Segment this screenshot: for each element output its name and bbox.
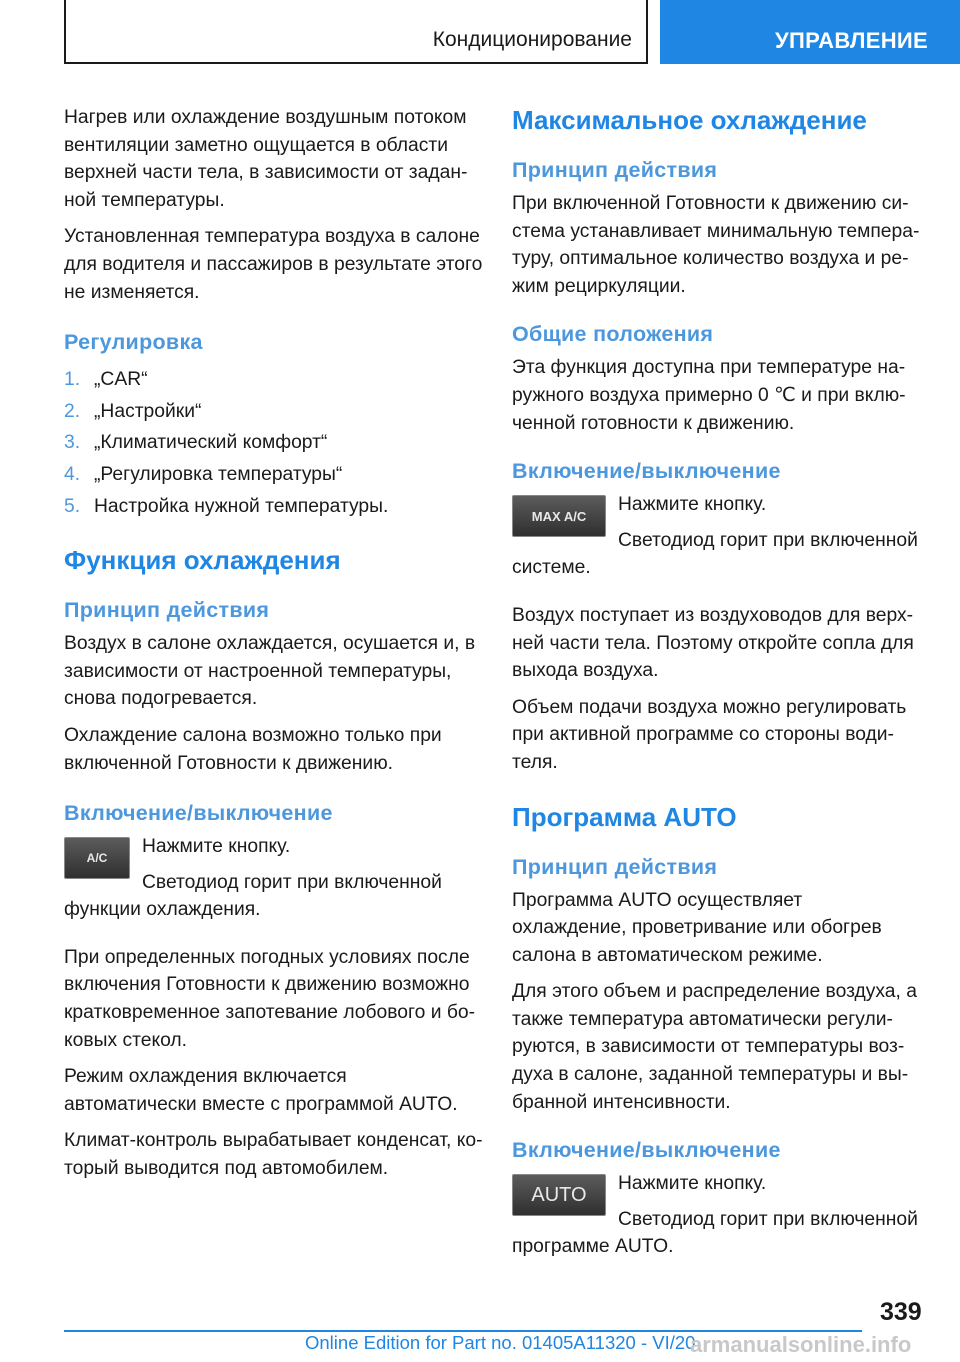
step-text: „CAR“ — [94, 369, 148, 391]
auto-principle-heading: Принцип действия — [512, 854, 718, 879]
paragraph: Эта функция доступна при температуре наружного воздуха примерно 0 ℃ и при включенной готовности к движению. — [512, 357, 906, 434]
paragraph: Установленная температура воздуха в салоне для водителя и пассажиров в результате этого не изменяется. — [64, 226, 483, 303]
max-onoff-heading: Включение/выключение — [512, 459, 781, 484]
auto-button-icon — [512, 1174, 606, 1216]
paragraph: Светодиод горит при включенной системе. — [512, 529, 918, 579]
page-number: 339 — [880, 1298, 922, 1326]
paragraph: Нажмите кнопку. — [618, 494, 767, 516]
paragraph: Воздух поступает из воздуховодов для верхней части тела. Поэтому откройте сопла для выхода воздуха. — [512, 604, 914, 682]
adjust-heading: Регулировка — [64, 330, 203, 355]
paragraph: Светодиод горит при включенной функции охлаждения. — [64, 871, 442, 921]
step-text: „Настройки“ — [94, 400, 202, 422]
step-number: 2. — [64, 400, 81, 422]
paragraph: Для этого объем и распределение воздуха, а также температура автоматически регулируются, в зависимости от температуры воздуха в салоне, заданной температуры и выбранной интенсивности. — [512, 981, 917, 1113]
auto-onoff-heading: Включение/выключение — [512, 1138, 781, 1163]
paragraph: Режим охлаждения включается автоматически вместе с программой AUTO. — [64, 1066, 458, 1115]
step-number: 5. — [64, 495, 81, 517]
section-title: Кондиционирование — [432, 28, 632, 51]
max-ac-button-label: MAX A/C — [531, 508, 587, 524]
cooling-onoff-heading: Включение/выключение — [64, 801, 333, 826]
paragraph: При включенной Готовности к движению система устанавливает минимальную температуру, оптимальное количество воздуха и режим рециркуляции. — [512, 193, 920, 297]
step-text: „Регулировка температуры“ — [94, 463, 343, 485]
paragraph: Программа AUTO осуществляет охлаждение, проветривание или обогрев салона в автоматическом режиме. — [512, 889, 882, 966]
list-item — [64, 461, 484, 489]
max-ac-button-block — [512, 491, 922, 590]
ac-button-icon — [64, 837, 130, 879]
max-ac-button-icon — [512, 495, 606, 537]
watermark: armanualsonline.info — [690, 1332, 912, 1357]
general-heading: Общие положения — [512, 322, 714, 347]
step-number: 1. — [64, 369, 81, 391]
list-item — [64, 429, 484, 457]
adjust-steps-list — [64, 366, 484, 520]
paragraph: Нагрев или охлаждение воздушным потоком вентиляции заметно ощущается в области верхней части тела, в зависимости от заданной температуры. — [64, 107, 468, 211]
page-header — [0, 0, 960, 66]
step-number: 4. — [64, 463, 81, 485]
ac-button-block — [64, 833, 484, 932]
chapter-tab — [660, 0, 960, 64]
left-column — [64, 104, 484, 1192]
paragraph: Светодиод горит при включенной программе AUTO. — [512, 1208, 918, 1258]
cooling-heading: Функция охлаждения — [64, 545, 341, 576]
edition-text: Online Edition for Part no. 01405A11320 - VI/20 — [305, 1332, 696, 1353]
auto-heading: Программа AUTO — [512, 801, 737, 832]
chapter-title: УПРАВЛЕНИЕ — [775, 28, 928, 53]
paragraph: Воздух в салоне охлаждается, осушается и, в зависимости от настроенной температуры, снова подогревается. — [64, 633, 476, 710]
step-number: 3. — [64, 432, 81, 454]
right-column — [512, 104, 922, 1281]
section-title-box — [64, 0, 648, 64]
paragraph: Охлаждение салона возможно только при включенной Готовности к движению. — [64, 724, 442, 774]
paragraph: При определенных погодных условиях после включения Готовности к движению возможно кратковременное запотевание лобового и боковых стекол. — [64, 946, 476, 1051]
cooling-principle-heading: Принцип действия — [64, 598, 270, 623]
auto-button-block — [512, 1170, 922, 1269]
max-cooling-heading: Максимальное охлаждение — [512, 105, 867, 135]
list-item — [64, 493, 484, 521]
list-item — [64, 398, 484, 426]
list-item — [64, 366, 484, 394]
step-text: „Климатический комфорт“ — [94, 432, 328, 454]
paragraph: Климат-контроль вырабатывает конденсат, который выводится под автомобилем. — [64, 1130, 483, 1180]
paragraph: Объем подачи воздуха можно регулировать при активной программе со стороны водителя. — [512, 696, 907, 773]
auto-button-label: AUTO — [531, 1183, 587, 1206]
step-text: Настройка нужной температуры. — [94, 495, 389, 517]
paragraph: Нажмите кнопку. — [142, 836, 291, 858]
max-principle-heading: Принцип действия — [512, 158, 718, 182]
paragraph: Нажмите кнопку. — [618, 1173, 767, 1195]
ac-button-label: A/C — [86, 851, 108, 866]
